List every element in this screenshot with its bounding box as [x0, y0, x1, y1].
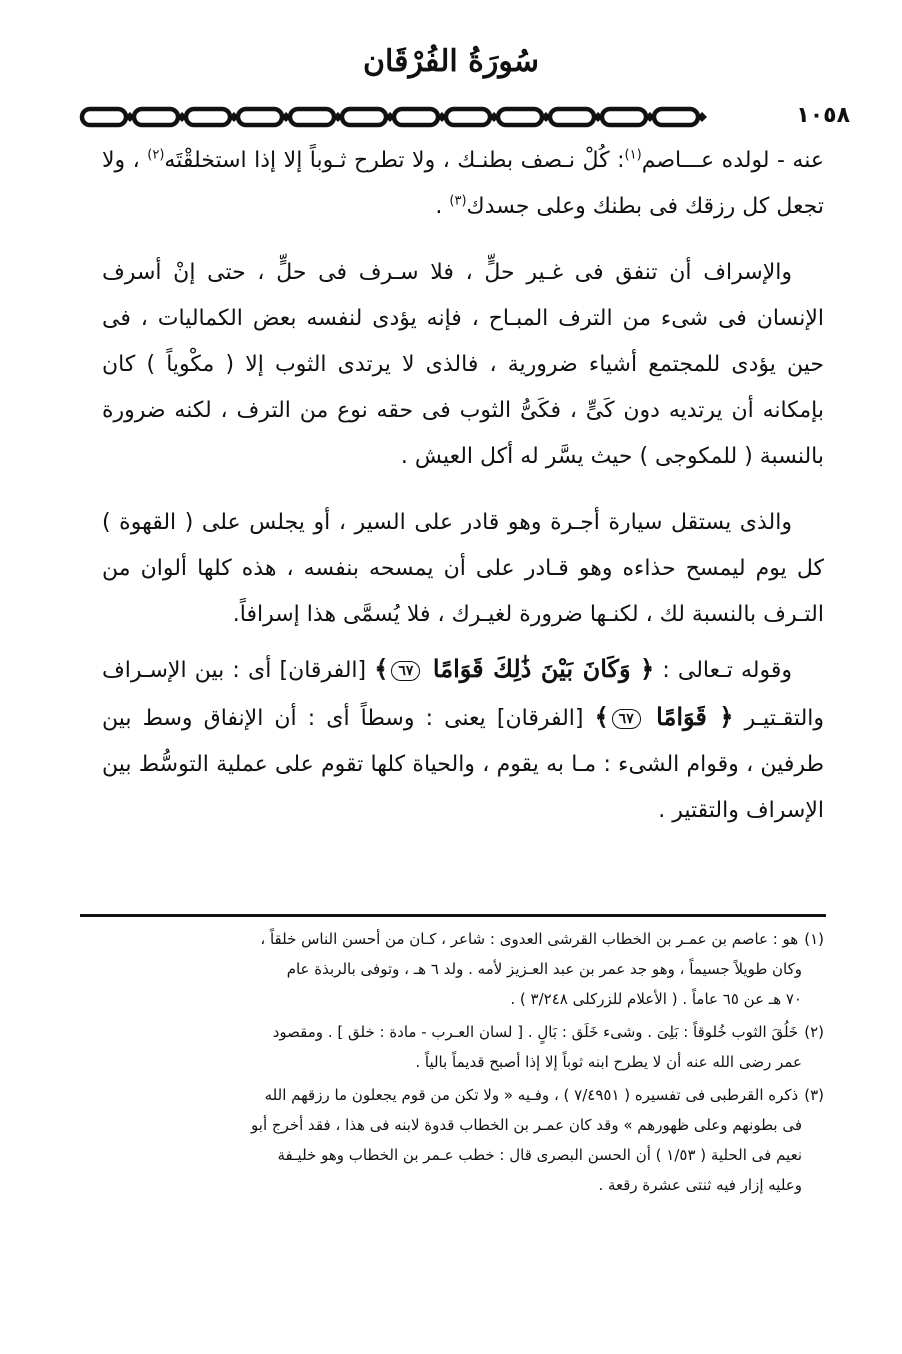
- main-text: [102, 138, 824, 834]
- chain-link: [186, 109, 230, 125]
- footnote-1-line-1: هو : عاصم بن عمـر بن الخطاب القرشى العدوى : شاعر ، كـان من أحسن الناس خلقاً ،: [260, 930, 799, 948]
- surah-title: سُورَةُ الفُرْقَان: [362, 44, 539, 79]
- paragraph-2: [102, 250, 824, 480]
- chain-link: [498, 109, 542, 125]
- footnote-ref-2[interactable]: (٢): [147, 147, 165, 163]
- footnote-ref-3[interactable]: (٣): [449, 193, 467, 209]
- footnote-3-line-1: ذكره القرطبى فى تفسيره ( ٧/٤٩٥١ ) ، وفـيه « ولا تكن من قوم يجعلون ما رزقهم الله: [264, 1086, 799, 1104]
- footnote-ref-1[interactable]: (١): [624, 147, 642, 163]
- p4-text-a: وقوله تـعالى :: [654, 658, 792, 683]
- chain-link: [654, 109, 698, 125]
- footnote-1: [102, 924, 824, 1014]
- p1-text-b: : كُلْ نـصف بطنـك ، ولا تطرح ثـوباً إلا إذا استخلقْتَه: [164, 148, 625, 173]
- chain-link: [342, 109, 386, 125]
- chain-link: [238, 109, 282, 125]
- p1-text-c: ، ولا تجعل كل رزقك فى بطنك وعلى جسدك: [102, 148, 824, 219]
- page-number: ١٠٥٨: [738, 103, 852, 128]
- p3-text: والذى يستقل سيارة أجـرة وهو قادر على السير ، أو يجلس على ( القهوة ) كل يوم ليمسح حذاءه وهو قـادر على أن يمسحه بنفسه ، هذه كلها ألوان من التـرف بالنسبة لك ، لكنـها ضرورة لغيـرك ، فلا يُسمَّى هذا إسرافاً.: [102, 510, 824, 627]
- ayah-number-2: ٦٧: [612, 709, 641, 729]
- chain-link: [82, 109, 126, 125]
- p1-text-d: .: [435, 194, 450, 219]
- footnote-number-2: (٢): [804, 1023, 824, 1041]
- footnote-3: [102, 1080, 824, 1200]
- chain-ornament-border: [78, 98, 823, 136]
- ayah-number-1: ٦٧: [391, 661, 420, 681]
- footnote-2: [102, 1017, 824, 1077]
- footnote-3-line-3: نعيم فى الحلية ( ١/٥٣ ) أن الحسن البصرى قال : خطب عـمر بن الخطاب وهو خليـفة: [277, 1146, 802, 1164]
- footnote-2-line-2: عمر رضى الله عنه أن لا يطرح ابنه ثوباً إلا إذا أصبح قديماً بالياً .: [415, 1053, 802, 1071]
- p4-text-c: [الفرقان] يعنى : وسطاً أى : أن الإنفاق وسط بين طرفين ، وقوام الشىء : مـا به يقوم ، والحياة كلها تقوم على عملية التوسُّط بين الإسراف والتقتير .: [102, 706, 824, 823]
- footnote-1-line-3: ٧٠ هـ عن ٦٥ عاماً . ( الأعلام للزركلى ٣/٢٤٨ ) .: [510, 990, 802, 1008]
- footnotes: [102, 924, 824, 1203]
- p4-text-b: [الفرقان] أى : بين الإسـراف والتقـتيـر: [102, 658, 825, 731]
- footnote-3-line-2: فى بطونهم وعلى ظهورهم » وقد كان عمـر بن الخطاب قدوة لابنه فى هذا ، فقد أخرج أبو: [251, 1116, 802, 1134]
- footnote-divider: [80, 914, 826, 917]
- chain-link: [446, 109, 490, 125]
- p1-text-a: عنه - لولده عـــاصم: [641, 148, 824, 173]
- footnote-number-3: (٣): [804, 1086, 824, 1104]
- chain-link: [134, 109, 178, 125]
- p2-text: والإسراف أن تنفق فى غـير حلٍّ ، فلا سـرف فى حلٍّ ، حتى إنْ أسرف الإنسان فى شىء من الترف المبـاح ، فإنه يؤدى لنفسه بعض الكماليات ، فى حين يؤدى للمجتمع أشياء ضرورية ، فالذى لا يرتدى الثوب إلا ( مكْوياً ) كان بإمكانه أن يرتديه دون كَىٍّ ، فكَىُّ الثوب فى حقه نوع من الترف ، لكنه ضرورة بالنسبة ( للمكوجى ) حيث يسَّر له أكل العيش .: [102, 260, 824, 469]
- paragraph-3: [102, 500, 824, 638]
- paragraph-1: [102, 138, 824, 230]
- paragraph-4: [102, 646, 824, 834]
- footnote-2-line-1: خَلُقَ الثوب خُلوقاً : بَلِىَ . وشىء خَلَق : بَالٍ . [ لسان العـرب - مادة : خلق ] . ومقصود: [272, 1023, 799, 1041]
- quran-verse-2: ﴿ قَوَامًا ٦٧﴾: [594, 702, 734, 731]
- chain-link: [394, 109, 438, 125]
- chain-link: [550, 109, 594, 125]
- quran-verse-1: ﴿ وَكَانَ بَيْنَ ذَٰلِكَ قَوَامًا ٦٧﴾: [374, 654, 655, 683]
- footnote-3-line-4: وعليه إزار فيه ثنتى عشرة رقعة .: [598, 1176, 802, 1194]
- footnote-number-1: (١): [804, 930, 824, 948]
- footnote-1-line-2: وكان طويلاً جسيماً ، وهو جد عمر بن عبد العـزيز لأمه . ولد ٦ هـ ، وتوفى بالربذة عام: [286, 960, 802, 978]
- chain-link: [602, 109, 646, 125]
- chain-link: [290, 109, 334, 125]
